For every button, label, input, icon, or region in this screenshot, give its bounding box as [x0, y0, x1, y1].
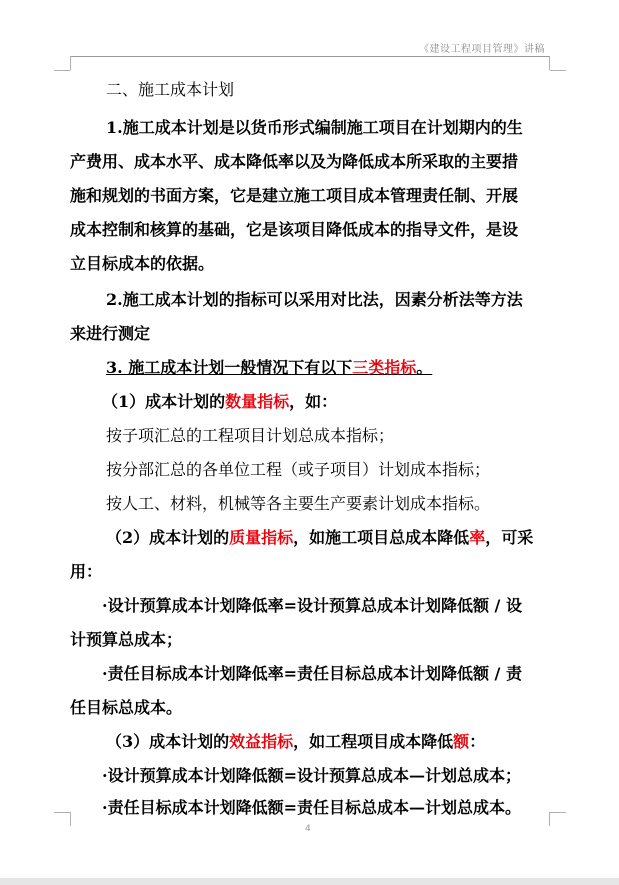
p3-text-b: 。 [416, 358, 433, 377]
crop-mark-bottom-right [549, 812, 566, 826]
s3-text-c: ： [469, 732, 486, 751]
s1-text-b: ，如： [289, 392, 338, 411]
s2-heading [106, 528, 533, 548]
p3-line [106, 358, 432, 378]
p1-line-2: 产费用、成本水平、成本降低率以及为降低成本所采取的主要措 [70, 152, 519, 171]
s3-text-b: ，如工程项目成本降低 [293, 732, 454, 751]
s3-item-1: ·设计预算成本计划降低额=设计预算总成本—计划总成本； [102, 766, 521, 785]
crop-mark-bottom-right-h [550, 812, 566, 813]
s2-text-c: ，可采 [485, 528, 534, 547]
s1-highlight: 数量指标 [225, 392, 290, 411]
s3-highlight-2: 额 [453, 732, 470, 751]
page-header: 《建设工程项目管理》讲稿 [419, 44, 545, 55]
s3-highlight-1: 效益指标 [229, 732, 294, 751]
p2-line-2: 来进行测定 [70, 324, 151, 343]
s2-item-1-cont: 计预算总成本； [70, 630, 183, 649]
crop-mark-top-right-h [550, 70, 566, 71]
s2-continuation: 用： [70, 562, 103, 581]
s1-item-1: 按子项汇总的工程项目计划总成本指标； [106, 426, 395, 445]
page-number: 4 [305, 824, 311, 834]
header-rule [70, 56, 550, 57]
p1-line-1: 1.施工成本计划是以货币形式编制施工项目在计划期内的生 [106, 118, 523, 137]
s2-text-a: （2）成本计划的 [106, 528, 230, 547]
p3-highlight: 三类指标 [352, 358, 417, 377]
s2-highlight-1: 质量指标 [229, 528, 294, 547]
crop-mark-top-right [549, 56, 566, 70]
s1-item-3: 按人工、材料，机械等各主要生产要素计划成本指标。 [106, 494, 491, 513]
s2-text-b: ，如施工项目总成本降低 [293, 528, 470, 547]
section-heading: 二、施工成本计划 [106, 80, 235, 99]
s3-item-2: ·责任目标成本计划降低额=责任目标总成本—计划总成本。 [102, 798, 521, 817]
p1-line-4: 成本控制和核算的基础，它是该项目降低成本的指导文件，是设 [70, 220, 519, 239]
crop-mark-top-left [54, 56, 71, 70]
s1-text-a: （1）成本计划的 [102, 392, 226, 411]
s3-heading [106, 732, 485, 752]
s1-heading [102, 392, 337, 412]
crop-mark-bottom-left-h [54, 812, 70, 813]
s2-item-1: ·设计预算成本计划降低率=设计预算总成本计划降低额 / 设 [102, 596, 522, 615]
s3-text-a: （3）成本计划的 [106, 732, 230, 751]
crop-mark-top-left-h [54, 70, 70, 71]
s2-item-2-cont: 任目标总成本。 [70, 698, 183, 717]
p1-line-5: 立目标成本的依据。 [70, 254, 215, 273]
p1-line-3: 施和规划的书面方案，它是建立施工项目成本管理责任制、开展 [70, 186, 519, 205]
p3-text-a: 3. 施工成本计划一般情况下有以下 [106, 358, 353, 377]
s2-highlight-2: 率 [469, 528, 486, 547]
page-bottom-band [0, 878, 619, 885]
s2-item-2: ·责任目标成本计划降低率=责任目标总成本计划降低额 / 责 [102, 664, 522, 683]
crop-mark-bottom-left [54, 812, 71, 826]
p2-line-1: 2.施工成本计划的指标可以采用对比法，因素分析法等方法 [106, 290, 523, 309]
s1-item-2: 按分部汇总的各单位工程（或子项目）计划成本指标； [106, 460, 491, 479]
